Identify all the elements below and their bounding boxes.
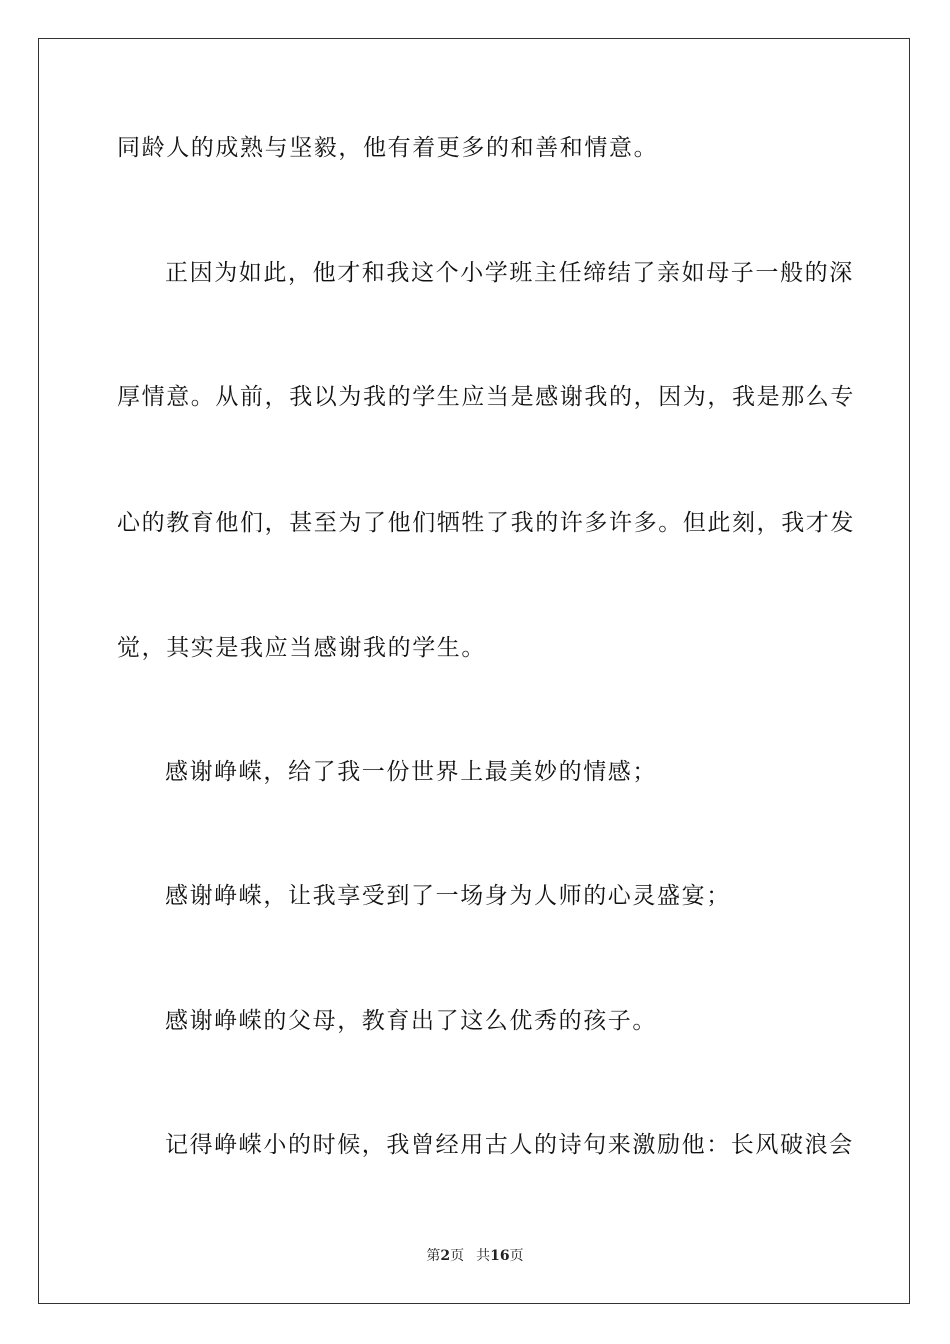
text-line-7: 感谢峥嵘，让我享受到了一场身为人师的心灵盛宴；: [165, 883, 731, 909]
total-prefix: 共: [476, 1248, 491, 1264]
text-line-9: 记得峥嵘小的时候，我曾经用古人的诗句来激励他：长风破浪会: [165, 1132, 854, 1158]
text-line-8: 感谢峥嵘的父母，教育出了这么优秀的孩子。: [165, 1008, 657, 1034]
text-line-1: 同龄人的成熟与坚毅，他有着更多的和善和情意。: [117, 135, 659, 161]
text-line-2: 正因为如此，他才和我这个小学班主任缔结了亲如母子一般的深: [165, 260, 854, 286]
page-prefix: 第: [426, 1248, 441, 1264]
page-border: [38, 38, 910, 1304]
page-suffix: 页: [450, 1248, 465, 1264]
total-suffix: 页: [509, 1248, 524, 1264]
text-line-4: 心的教育他们，甚至为了他们牺牲了我的许多许多。但此刻，我才发: [117, 510, 855, 536]
text-line-3: 厚情意。从前，我以为我的学生应当是感谢我的，因为，我是那么专: [117, 384, 855, 410]
text-line-5: 觉，其实是我应当感谢我的学生。: [117, 635, 486, 661]
total-pages: 16: [490, 1248, 510, 1264]
text-line-6: 感谢峥嵘，给了我一份世界上最美妙的情感；: [165, 759, 657, 785]
page-footer: [0, 1247, 950, 1265]
page-number: 2: [440, 1248, 451, 1264]
